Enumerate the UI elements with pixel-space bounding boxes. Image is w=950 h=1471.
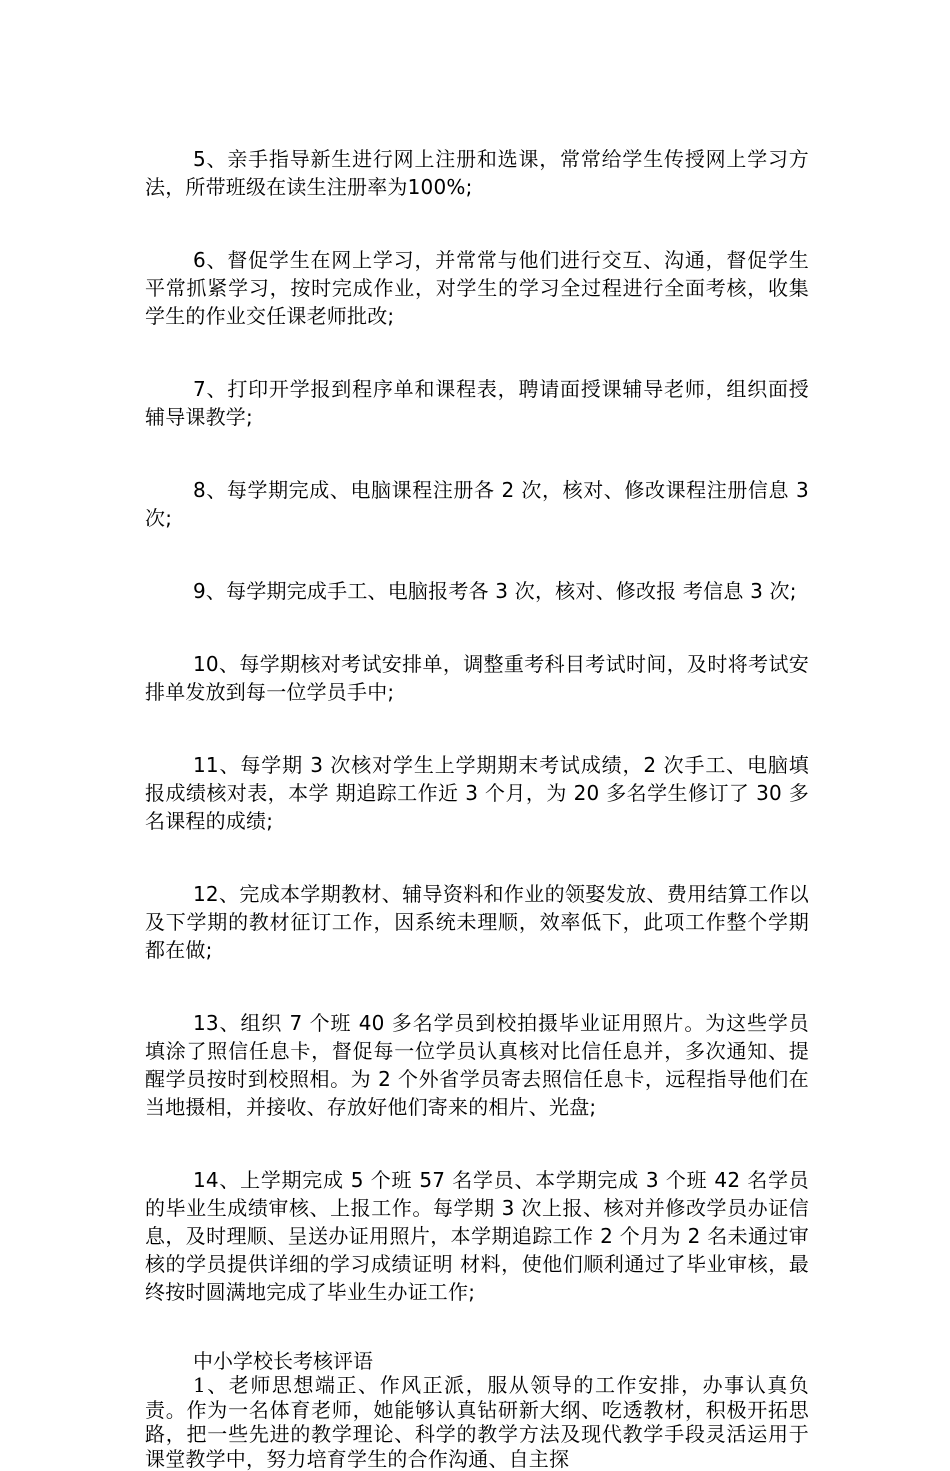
list-item: 6、督促学生在网上学习，并常常与他们进行交互、沟通，督促学生平常抓紧学习，按时完成作业，对学生的学习全过程进行全面考核，收集学生的作业交任课老师批改;	[145, 248, 809, 328]
list-item: 12、完成本学期教材、辅导资料和作业的领娶发放、费用结算工作以及下学期的教材征订工作，因系统未理顺，效率低下，此项工作整个学期都在做;	[145, 882, 809, 962]
section-paragraph: 1、老师思想端正、作风正派，服从领导的工作安排，办事认真负责。作为一名体育老师，她能够认真钻研新大纲、吃透教材，积极开拓思路，把一些先进的教学理论、科学的教学方法及现代教学手段灵活运用于课堂教学中，努力培育学生的合作沟通、自主探	[145, 1373, 809, 1471]
list-item: 13、组织 7 个班 40 多名学员到校拍摄毕业证用照片。为这些学员填涂了照信任息卡，督促每一位学员认真核对比信任息并，多次通知、提醒学员按时到校照相。为 2 个外省学员寄去照信任息卡，远程指导他们在当地摄相，并接收、存放好他们寄来的相片、光盘;	[145, 1011, 809, 1119]
list-item: 14、上学期完成 5 个班 57 名学员、本学期完成 3 个班 42 名学员的毕业生成绩审核、上报工作。每学期 3 次上报、核对并修改学员办证信息，及时理顺、呈送办证用照片，本学期追踪工作 2 个月为 2 名未通过审核的学员提供详细的学习成绩证明 材料，使他们顺利通过了毕业审核，最终按时圆满地完成了毕业生办证工作;	[145, 1168, 809, 1304]
list-item: 5、亲手指导新生进行网上注册和选课，常常给学生传授网上学习方法，所带班级在读生注册率为100%;	[145, 147, 809, 199]
list-item: 9、每学期完成手工、电脑报考各 3 次，核对、修改报 考信息 3 次;	[193, 579, 797, 603]
list-item: 7、打印开学报到程序单和课程表，聘请面授课辅导老师，组织面授辅导课教学;	[145, 377, 809, 429]
list-item: 11、每学期 3 次核对学生上学期期末考试成绩，2 次手工、电脑填报成绩核对表，本学 期追踪工作近 3 个月，为 20 多名学生修订了 30 多名课程的成绩;	[145, 753, 809, 833]
list-item: 8、每学期完成、电脑课程注册各 2 次，核对、修改课程注册信息 3 次;	[145, 478, 809, 530]
document-body	[145, 145, 809, 1471]
list-item: 10、每学期核对考试安排单，调整重考科目考试时间，及时将考试安排单发放到每一位学员手中;	[145, 652, 809, 704]
section-title: 中小学校长考核评语	[193, 1349, 373, 1373]
